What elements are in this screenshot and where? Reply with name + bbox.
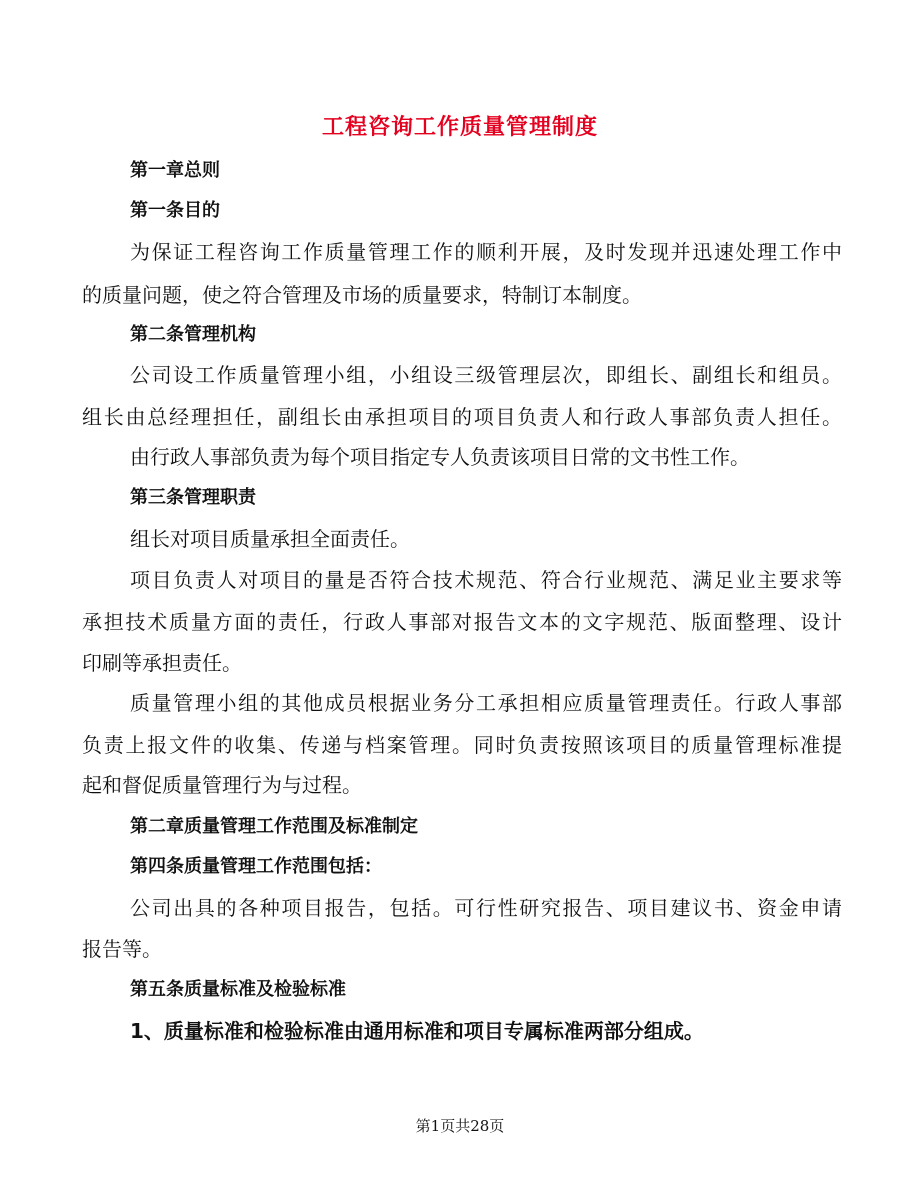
paragraph-line: 为保证工程咨询工作质量管理工作的顺利开展，及时发现并迅速处理工作中 [130,240,842,264]
article-heading: 第五条质量标准及检验标准 [130,979,346,1000]
paragraph-line: 由行政人事部负责为每个项目指定专人负责该项目日常的文书性工作。 [130,445,750,469]
paragraph-line: 负责上报文件的收集、传递与档案管理。同时负责按照该项目的质量管理标准提 [82,733,842,757]
paragraph-line: 起和督促质量管理行为与过程。 [82,773,362,797]
paragraph-line: 印刷等承担责任。 [82,651,242,675]
article-heading: 第三条管理职责 [130,487,256,508]
page-indicator: 第1页共28页 [415,1117,505,1135]
chapter-heading: 第一章总则 [130,160,220,181]
paragraph-line: 承担技术质量方面的责任，行政人事部对报告文本的文字规范、版面整理、设计 [82,610,842,634]
article-heading: 第四条质量管理工作范围包括： [130,856,382,877]
document-title: 工程咨询工作质量管理制度 [321,115,598,140]
paragraph-line: 项目负责人对项目的量是否符合技术规范、符合行业规范、满足业主要求等 [130,568,842,592]
paragraph-line: 组长由总经理担任，副组长由承担项目的项目负责人和行政人事部负责人担任。 [82,405,842,429]
paragraph-line: 报告等。 [82,937,162,961]
article-heading: 第一条目的 [130,200,220,221]
paragraph-line: 的质量问题，使之符合管理及市场的质量要求，特制订本制度。 [82,283,642,307]
paragraph-line: 组长对项目质量承担全面责任。 [130,527,410,551]
chapter-heading: 第二章质量管理工作范围及标准制定 [130,816,418,837]
numbered-clause: 1、质量标准和检验标准由通用标准和项目专属标准两部分组成。 [130,1019,704,1043]
paragraph-line: 质量管理小组的其他成员根据业务分工承担相应质量管理责任。行政人事部 [130,691,842,715]
paragraph-line: 公司设工作质量管理小组，小组设三级管理层次，即组长、副组长和组员。 [130,363,842,387]
paragraph-line: 公司出具的各种项目报告，包括。可行性研究报告、项目建议书、资金申请 [130,896,842,920]
article-heading: 第二条管理机构 [130,324,256,345]
